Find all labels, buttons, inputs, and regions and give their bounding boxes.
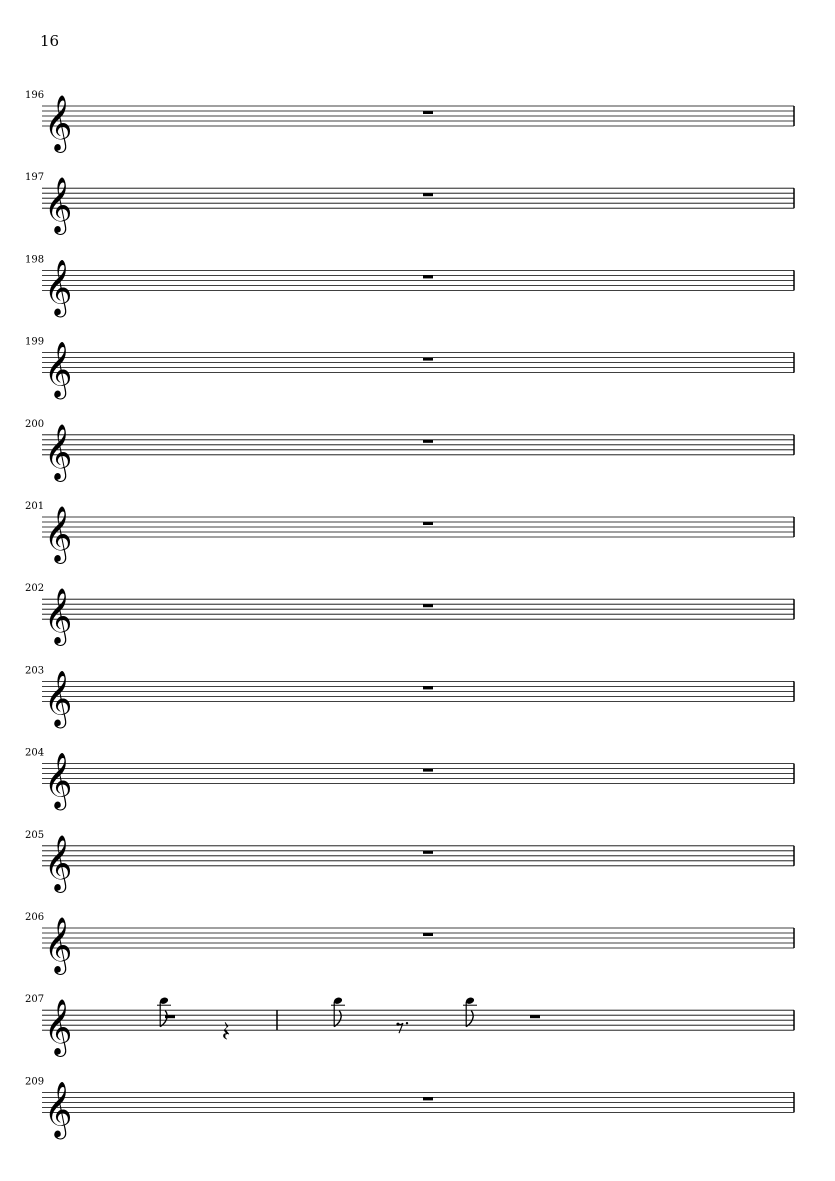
note-flag [466,1011,473,1027]
staff-system [25,665,794,728]
note-flag [334,1011,341,1027]
whole-rest [423,193,433,196]
whole-rest [423,358,433,361]
measure-number: 199 [25,336,45,348]
treble-clef-icon: 𝄞 [44,834,73,891]
staff-system [25,912,794,975]
whole-rest [423,275,433,278]
whole-rest [423,769,433,772]
staff-system [25,748,794,811]
whole-rest [423,851,433,854]
treble-clef-icon: 𝄞 [44,423,73,480]
treble-clef-icon: 𝄞 [44,259,73,316]
measure-number: 196 [25,90,45,101]
whole-rest [423,522,433,525]
whole-rest [530,1015,540,1018]
treble-clef-icon: 𝄞 [44,917,73,973]
measure-number: 197 [25,172,45,184]
staff-system [25,337,794,400]
treble-clef-icon: 𝄞 [44,752,73,809]
measure-number: 200 [25,418,45,430]
staff-system [25,90,794,153]
treble-clef-icon: 𝄞 [44,588,73,645]
measure-number: 201 [25,501,45,512]
staff-system [25,172,794,235]
treble-clef-icon: 𝄞 [44,999,73,1056]
quarter-rest [223,1022,229,1039]
note-flag [160,1011,167,1027]
treble-clef-icon: 𝄞 [44,341,73,398]
whole-rest [423,440,433,443]
measure-number: 207 [25,994,45,1006]
whole-rest [423,1097,433,1100]
measure-number: 205 [25,829,45,841]
treble-clef-icon: 𝄞 [44,670,73,727]
treble-clef-icon: 𝄞 [44,506,73,562]
staff-system [25,830,794,893]
measure-number: 204 [25,747,45,759]
measure-number: 206 [25,912,45,923]
measure-number: 203 [25,665,45,677]
staff-system [25,501,794,564]
whole-rest [423,933,433,936]
staff-system [25,994,794,1057]
eighth-rest-stem [398,1023,403,1033]
measure-number: 198 [25,254,45,266]
staff-system [25,1076,794,1139]
whole-rest [423,111,433,114]
treble-clef-icon: 𝄞 [44,177,73,234]
staff-system [25,254,794,317]
staff-system [25,419,794,482]
measure-number: 209 [25,1076,45,1088]
treble-clef-icon: 𝄞 [44,95,73,151]
whole-rest [165,1015,175,1018]
whole-rest [423,604,433,607]
rest-dot [406,1022,408,1024]
staff-system [25,583,794,646]
measure-number: 202 [25,583,45,595]
whole-rest [423,686,433,689]
page-number: 16 [40,32,60,50]
treble-clef-icon: 𝄞 [44,1081,73,1138]
